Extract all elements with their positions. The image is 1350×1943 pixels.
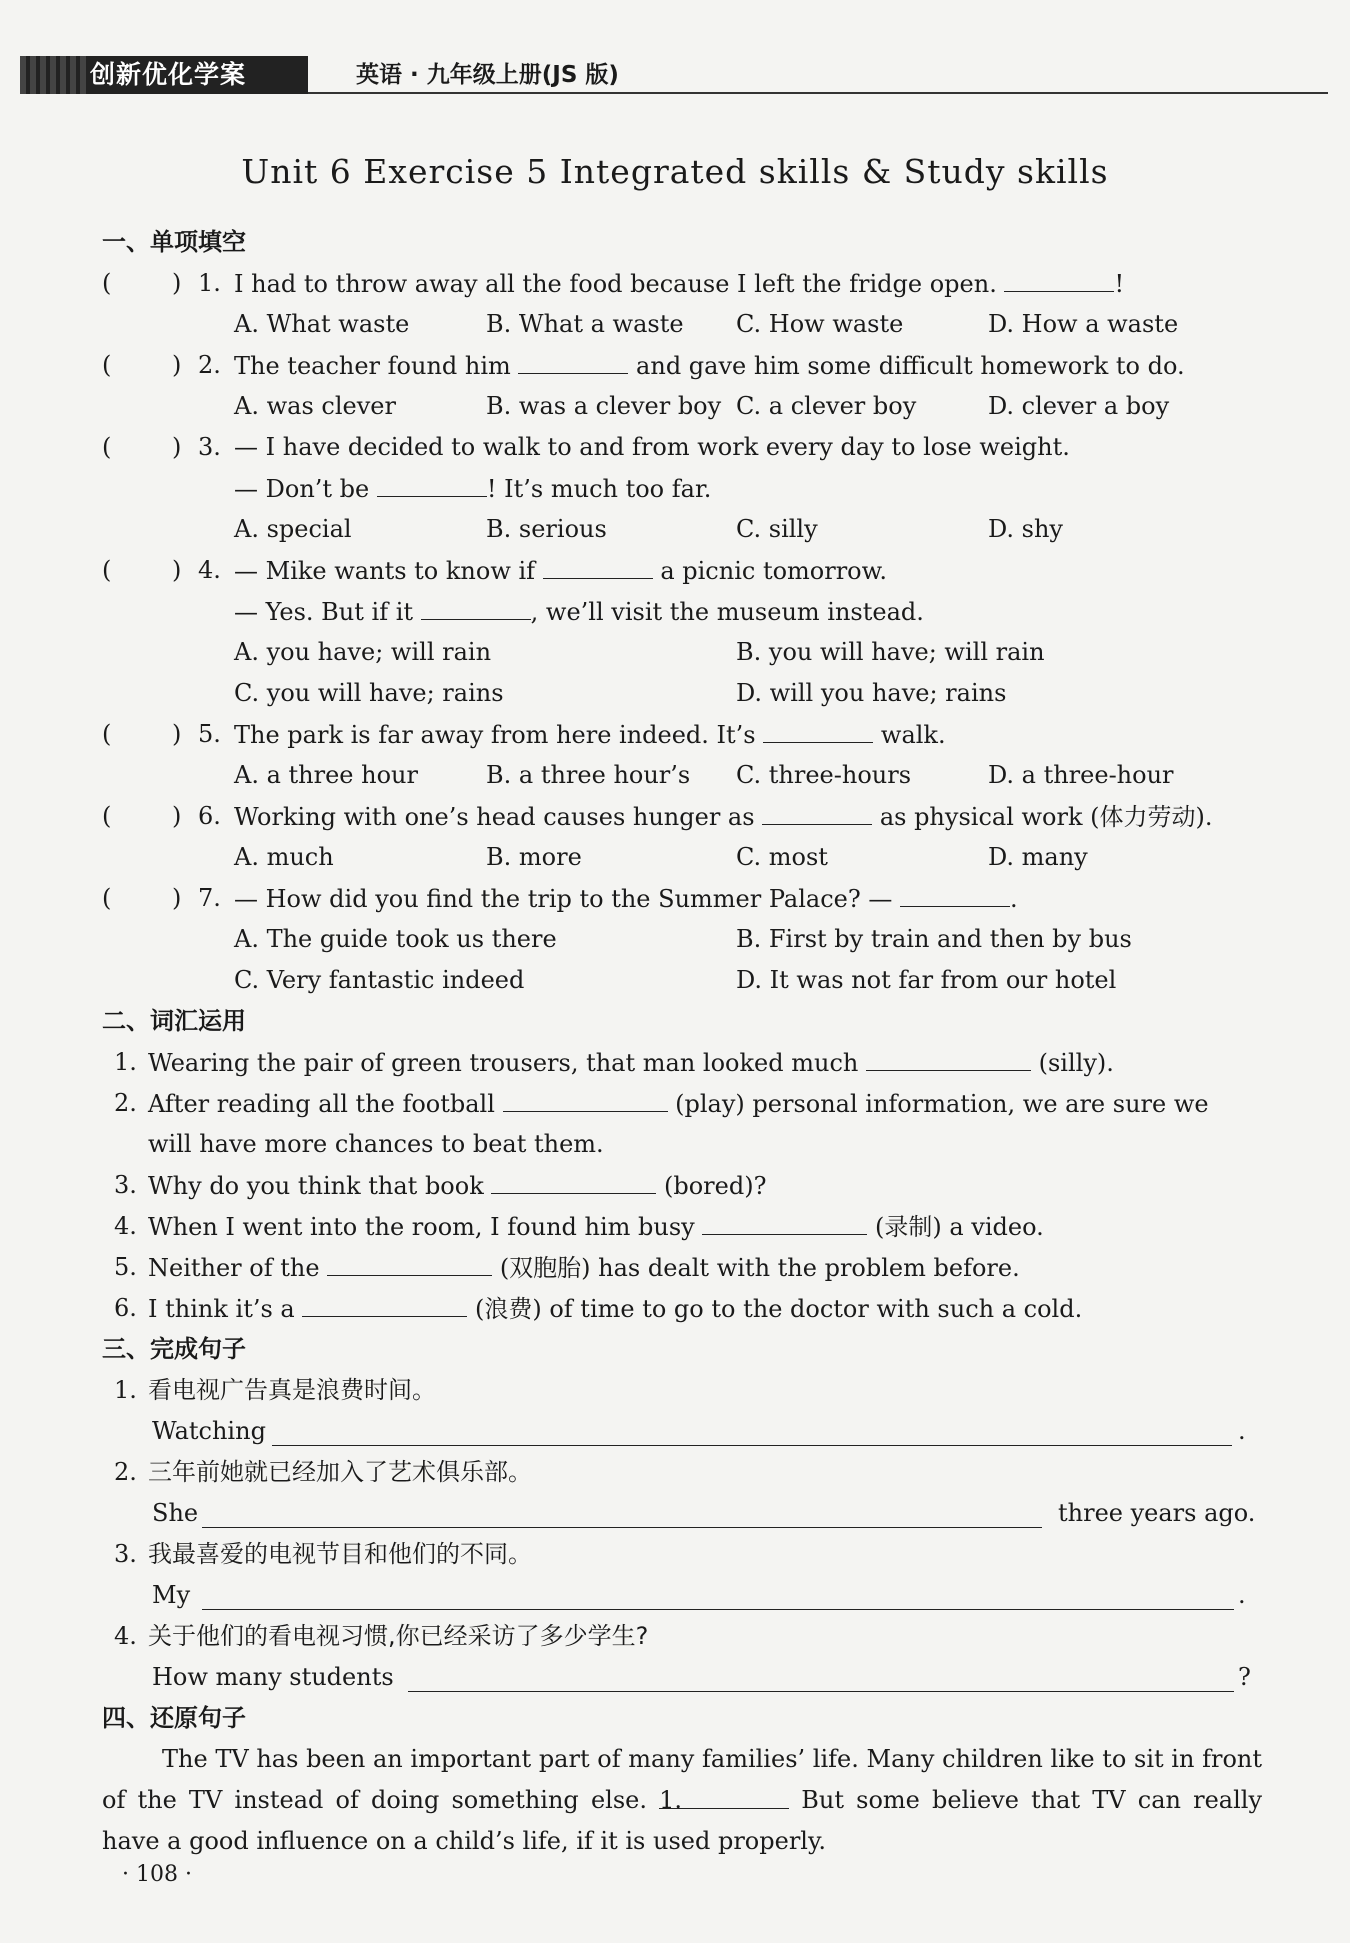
sentence-item-1 [102, 1370, 1262, 1411]
answer-line[interactable] [202, 1499, 1042, 1528]
question-number: 1. [198, 269, 221, 297]
answer-blank[interactable] [702, 1206, 867, 1235]
sentence-lead: She [152, 1499, 199, 1527]
options-row [102, 960, 1262, 1001]
header-divider [308, 92, 1328, 94]
option-d: D. shy [988, 515, 1063, 543]
sentence-item-4 [102, 1616, 1262, 1657]
question-6: ( ) 6. Working with one’s head causes hunger as as physical work (体力劳动). [102, 796, 1262, 837]
question-3: ( ) 3. — I have decided to walk to and from work every day to lose weight. [102, 427, 1262, 468]
option-a: A. was clever [234, 392, 396, 420]
answer-blank[interactable] [491, 1165, 656, 1194]
option-d: D. will you have; rains [736, 679, 1007, 707]
sentence-end: . [1238, 1417, 1246, 1445]
option-a: A. much [234, 843, 334, 871]
answer-blank[interactable] [900, 878, 1010, 907]
vocab-item-2-continued [102, 1124, 1262, 1165]
question-number: 7. [198, 884, 221, 912]
item-text: Neither of the (双胞胎) has dealt with the problem before. [148, 1247, 1020, 1289]
option-b: B. more [486, 843, 582, 871]
answer-blank[interactable] [543, 550, 653, 579]
sentence-end: ? [1238, 1663, 1251, 1691]
brand-logo [20, 56, 308, 94]
item-number: 1. [114, 1376, 137, 1404]
option-a: A. a three hour [234, 761, 418, 789]
sentence-answer-3 [102, 1575, 1262, 1616]
answer-blank[interactable] [302, 1288, 467, 1317]
answer-blank[interactable] [377, 468, 487, 497]
vocab-item-2 [102, 1083, 1262, 1124]
passage-text: of the TV instead of doing something else. 1. But some believe that TV can really [102, 1780, 1262, 1821]
answer-blank[interactable] [327, 1247, 492, 1276]
question-text: — How did you find the trip to the Summer Palace? — . [234, 878, 1018, 920]
item-text: Why do you think that book (bored)? [148, 1165, 766, 1207]
vocab-item-1 [102, 1042, 1262, 1083]
option-b: B. a three hour’s [486, 761, 691, 789]
options-row [102, 673, 1262, 714]
page-number: · 108 · [122, 1862, 192, 1887]
question-text: — Don’t be ! It’s much too far. [234, 468, 711, 510]
option-d: D. clever a boy [988, 392, 1170, 420]
passage-line-3 [102, 1821, 1262, 1862]
question-text: The teacher found him and gave him some difficult homework to do. [234, 345, 1185, 387]
sentence-answer-2 [102, 1493, 1262, 1534]
option-c: C. three-hours [736, 761, 912, 789]
option-d: D. a three-hour [988, 761, 1174, 789]
answer-blank[interactable] [518, 345, 628, 374]
option-b: B. First by train and then by bus [736, 925, 1132, 953]
item-text: After reading all the football (play) personal information, we are sure we [148, 1083, 1209, 1125]
item-text: will have more chances to beat them. [148, 1130, 604, 1158]
sentence-answer-4 [102, 1657, 1262, 1698]
item-number: 3. [114, 1171, 137, 1199]
question-text: I had to throw away all the food because I left the fridge open. ! [234, 263, 1124, 305]
item-number: 3. [114, 1540, 137, 1568]
sentence-end: . [1238, 1581, 1246, 1609]
item-text: When I went into the room, I found him busy (录制) a video. [148, 1206, 1044, 1248]
option-b: B. What a waste [486, 310, 684, 338]
sentence-end: three years ago. [1058, 1499, 1256, 1527]
question-number: 5. [198, 720, 221, 748]
book-title: 英语 · 九年级上册(JS 版) [356, 62, 619, 88]
section-heading-2: 二、词汇运用 [102, 1007, 246, 1035]
option-c: C. a clever boy [736, 392, 917, 420]
section-heading-3: 三、完成句子 [102, 1335, 246, 1363]
passage-line-2 [102, 1780, 1262, 1821]
item-number: 6. [114, 1294, 137, 1322]
answer-blank[interactable] [503, 1083, 668, 1112]
item-text: I think it’s a (浪费) of time to go to the doctor with such a cold. [148, 1288, 1082, 1330]
question-number: 4. [198, 556, 221, 584]
chinese-prompt: 关于他们的看电视习惯,你已经采访了多少学生? [148, 1622, 649, 1650]
brand-text: 创新优化学案 [90, 60, 247, 89]
vocab-item-3 [102, 1165, 1262, 1206]
option-d: D. How a waste [988, 310, 1179, 338]
question-5: ( ) 5. The park is far away from here indeed. It’s walk. [102, 714, 1262, 755]
brand-decoration [20, 56, 90, 94]
vocab-item-5 [102, 1247, 1262, 1288]
option-b: B. was a clever boy [486, 392, 722, 420]
answer-blank[interactable] [659, 1780, 789, 1814]
page-header [20, 56, 1330, 94]
section-heading-4: 四、还原句子 [102, 1704, 246, 1732]
options-row [102, 919, 1262, 960]
answer-blank[interactable] [1004, 263, 1114, 292]
sentence-lead: How many students [152, 1663, 394, 1691]
item-number: 2. [114, 1458, 137, 1486]
sentence-lead: My [152, 1581, 191, 1609]
option-a: A. What waste [234, 310, 410, 338]
option-c: C. Very fantastic indeed [234, 966, 525, 994]
answer-line[interactable] [272, 1417, 1232, 1446]
passage-text: The TV has been an important part of many families’ life. Many children like to sit in front [162, 1745, 1262, 1773]
item-number: 2. [114, 1089, 137, 1117]
question-2: ( ) 2. The teacher found him and gave him some difficult homework to do. [102, 345, 1262, 386]
options-row [102, 632, 1262, 673]
chinese-prompt: 三年前她就已经加入了艺术俱乐部。 [148, 1458, 532, 1486]
answer-blank[interactable] [762, 796, 872, 825]
option-c: C. How waste [736, 310, 904, 338]
chinese-prompt: 看电视广告真是浪费时间。 [148, 1376, 436, 1404]
question-1: ( ) 1. I had to throw away all the food because I left the fridge open. ! [102, 263, 1262, 304]
option-a: A. special [234, 515, 352, 543]
answer-line[interactable] [202, 1581, 1234, 1610]
vocab-item-6 [102, 1288, 1262, 1329]
question-4: ( ) 4. — Mike wants to know if a picnic tomorrow. [102, 550, 1262, 591]
question-text: — Mike wants to know if a picnic tomorrow. [234, 550, 887, 592]
passage-text: have a good influence on a child’s life, if it is used properly. [102, 1827, 826, 1855]
answer-blank[interactable] [763, 714, 873, 743]
section-heading-1: 一、单项填空 [102, 228, 246, 256]
option-a: A. you have; will rain [234, 638, 492, 666]
option-b: B. serious [486, 515, 607, 543]
exercise-content [102, 222, 1262, 1862]
options-row [102, 386, 1262, 427]
question-text: The park is far away from here indeed. It’s walk. [234, 714, 946, 756]
blank-number: 1. [659, 1786, 683, 1814]
options-row [102, 755, 1262, 796]
item-text: Wearing the pair of green trousers, that man looked much (silly). [148, 1042, 1114, 1084]
question-3-reply [102, 468, 1262, 509]
options-row [102, 509, 1262, 550]
sentence-answer-1 [102, 1411, 1262, 1452]
item-number: 4. [114, 1212, 137, 1240]
question-number: 3. [198, 433, 221, 461]
option-d: D. It was not far from our hotel [736, 966, 1117, 994]
passage-line-1 [102, 1739, 1262, 1780]
page-title: Unit 6 Exercise 5 Integrated skills & Study skills [241, 152, 1109, 191]
answer-blank[interactable] [421, 591, 531, 620]
item-number: 4. [114, 1622, 137, 1650]
question-text: Working with one’s head causes hunger as as physical work (体力劳动). [234, 796, 1213, 838]
option-a: A. The guide took us there [234, 925, 557, 953]
item-number: 5. [114, 1253, 137, 1281]
answer-line[interactable] [408, 1663, 1234, 1692]
item-number: 1. [114, 1048, 137, 1076]
question-text: — Yes. But if it , we’ll visit the museum instead. [234, 591, 924, 633]
vocab-item-4 [102, 1206, 1262, 1247]
question-number: 2. [198, 351, 221, 379]
option-c: C. most [736, 843, 828, 871]
chinese-prompt: 我最喜爱的电视节目和他们的不同。 [148, 1540, 532, 1568]
option-c: C. you will have; rains [234, 679, 504, 707]
question-7: ( ) 7. — How did you find the trip to the Summer Palace? — . [102, 878, 1262, 919]
sentence-item-3 [102, 1534, 1262, 1575]
option-d: D. many [988, 843, 1088, 871]
question-4-reply [102, 591, 1262, 632]
option-c: C. silly [736, 515, 818, 543]
answer-blank[interactable] [866, 1042, 1031, 1071]
sentence-lead: Watching [152, 1417, 266, 1445]
question-text: — I have decided to walk to and from work every day to lose weight. [234, 433, 1070, 461]
options-row [102, 304, 1262, 345]
options-row [102, 837, 1262, 878]
option-b: B. you will have; will rain [736, 638, 1045, 666]
sentence-item-2 [102, 1452, 1262, 1493]
question-number: 6. [198, 802, 221, 830]
